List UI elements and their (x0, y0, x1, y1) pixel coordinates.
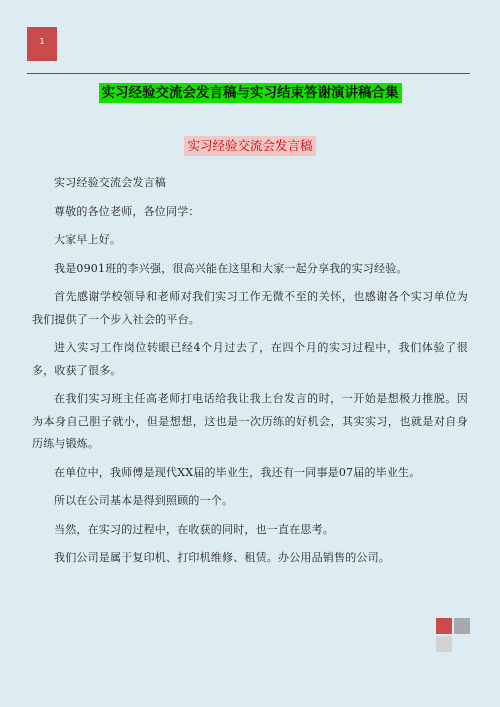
decor-square-red (436, 618, 452, 634)
document-title: 实习经验交流会发言稿与实习结束答谢演讲稿合集 (99, 83, 402, 103)
decor-square-lightgrey (436, 636, 452, 652)
section-title: 实习经验交流会发言稿 (184, 136, 315, 156)
paragraph: 我们公司是属于复印机、打印机维修、租赁。办公用品销售的公司。 (54, 551, 390, 564)
main-title-container (0, 82, 500, 103)
page-number-badge (27, 27, 57, 61)
paragraph: 尊敬的各位老师，各位同学： (54, 204, 200, 218)
paragraph: 在我们实习班主任高老师打电话给我让我上台发言的时，一开始是想极力推脱。因为本身自己胆子就小，但是想想，这也是一次历练的好机会，其实实习，也就是对自身历练与锻炼。 (32, 392, 468, 450)
corner-decoration (436, 618, 470, 652)
paragraph: 实习经验交流会发言稿 (54, 176, 166, 189)
document-body (32, 172, 468, 576)
header-rule (27, 73, 470, 74)
paragraph: 大家早上好。 (54, 233, 122, 246)
paragraph: 在单位中，我师傅是现代XX届的毕业生，我还有一同事是07届的毕业生。 (54, 465, 421, 479)
paragraph: 首先感谢学校领导和老师对我们实习工作无微不至的关怀，也感谢各个实习单位为我们提供了一个步入社会的平台。 (32, 290, 468, 326)
paragraph: 所以在公司基本是得到照顾的一个。 (54, 494, 234, 507)
page-number: 1 (39, 37, 45, 46)
decor-square-grey (454, 618, 470, 634)
paragraph: 当然，在实习的过程中，在收获的同时，也一直在思考。 (54, 522, 334, 536)
section-title-container (0, 135, 500, 156)
paragraph: 进入实习工作岗位转眼已经4个月过去了，在四个月的实习过程中，我们体验了很多，收获了很多。 (32, 341, 468, 377)
paragraph: 我是0901班的李兴强，很高兴能在这里和大家一起分享我的实习经验。 (54, 261, 408, 275)
